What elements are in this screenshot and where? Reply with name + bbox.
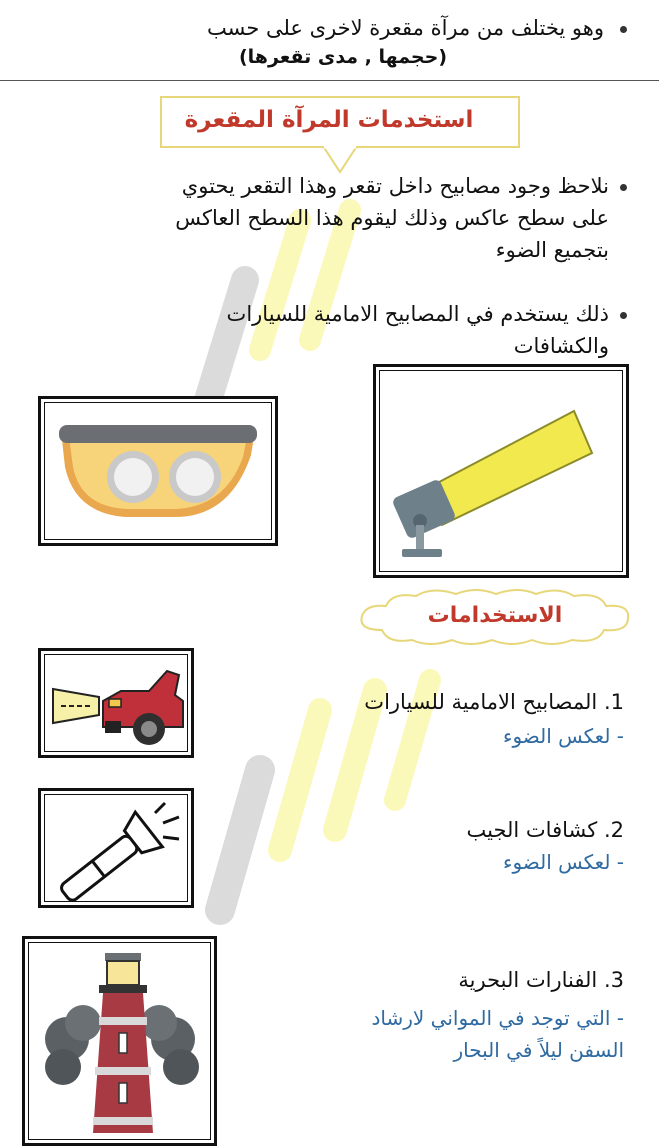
bullet-dot: [620, 184, 627, 191]
bullet-dot: [620, 312, 627, 319]
item-2-title: [466, 818, 624, 842]
car-headlight-icon: [55, 417, 261, 527]
bullet-2-line: ذلك يستخدم في المصابيح الامامية للسيارات: [226, 302, 609, 326]
lighthouse-icon: [33, 947, 213, 1141]
flashlight-icon: [51, 799, 187, 903]
item-3-sub-line: - التي توجد في المواني لارشاد: [371, 1006, 624, 1030]
spotlight-icon: [384, 375, 620, 571]
uses-heading: استخدمات المرآة المقعرة: [184, 107, 474, 133]
bullet-2: [19, 298, 609, 362]
headlight-image: [38, 396, 278, 546]
intro-line-2: (حجمها , مدى تقعرها): [238, 46, 447, 68]
car-headlight-beam-icon: [49, 661, 189, 751]
bullet-1-line: بتجميع الضوء: [495, 238, 609, 262]
spotlight-image: [373, 364, 629, 578]
item-3-sub-line: السفن ليلاً في البحار: [453, 1038, 624, 1062]
item-1-label: المصابيح الامامية للسيارات: [364, 690, 598, 714]
divider: [0, 80, 659, 81]
cloud-label: الاستخدامات: [427, 603, 563, 628]
item-1-title: [364, 690, 624, 714]
item-3-title: [458, 968, 624, 992]
car-image: [38, 648, 194, 758]
bullet-1-line: على سطح عاكس وذلك ليقوم هذا السطح العاكس: [175, 206, 609, 230]
bullet-1-line: نلاحظ وجود مصابيح داخل تقعر وهذا التقعر يحتوي: [181, 174, 609, 198]
item-2-number: 2.: [603, 818, 624, 842]
bullet-2-line: والكشافات: [513, 334, 609, 358]
item-3-sub: [371, 1002, 624, 1066]
bullet-dot: [620, 26, 627, 33]
item-3-number: 3.: [603, 968, 624, 992]
item-2-sub: - لعكس الضوء: [503, 850, 624, 874]
item-2-label: كشافات الجيب: [466, 818, 598, 842]
intro-line-1: وهو يختلف من مرآة مقعرة لاخرى على حسب: [206, 16, 604, 40]
item-3-label: الفنارات البحرية: [458, 968, 598, 992]
lighthouse-image: [22, 936, 217, 1146]
bullet-1: [19, 170, 609, 266]
flashlight-image: [38, 788, 194, 908]
item-1-sub: - لعكس الضوء: [503, 724, 624, 748]
item-1-number: 1.: [603, 690, 624, 714]
